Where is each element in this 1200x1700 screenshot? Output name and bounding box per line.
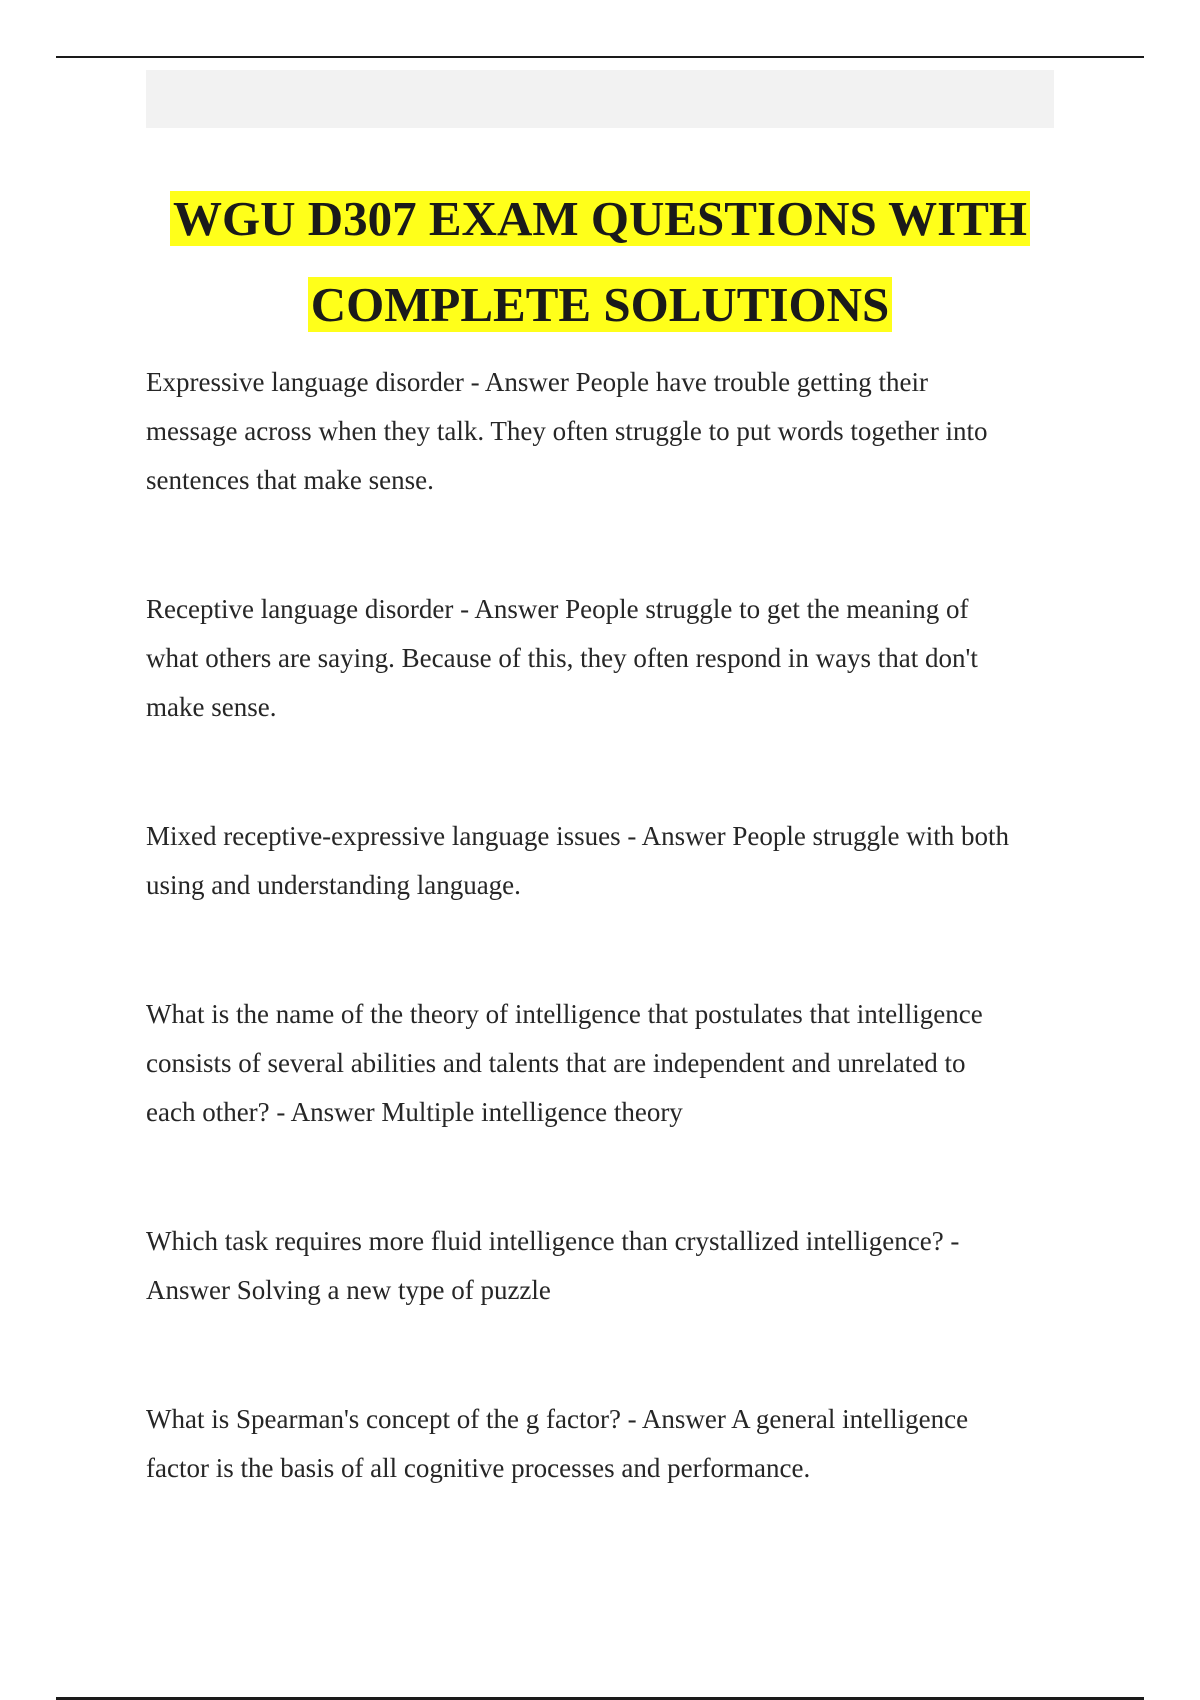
- qa-entry-multiple-intelligence: What is the name of the theory of intelligence that postulates that intelligence consists of several abilities and talents that are independent and unrelated to each other? - Answer Multiple intelligence theory: [146, 999, 983, 1127]
- qa-entry-receptive-language: Receptive language disorder - Answer People struggle to get the meaning of what others are saying. Because of this, they often respond in ways that don't make sense.: [146, 594, 978, 722]
- qa-entry-mixed-language: Mixed receptive-expressive language issues - Answer People struggle with both using and understanding language.: [146, 821, 1010, 900]
- qa-list: [146, 358, 1066, 1493]
- qa-entry-g-factor: What is Spearman's concept of the g factor? - Answer A general intelligence factor is the basis of all cognitive processes and performance.: [146, 1404, 969, 1483]
- title-line-2: COMPLETE SOLUTIONS: [308, 277, 893, 332]
- title-line-1: WGU D307 EXAM QUESTIONS WITH: [170, 191, 1030, 246]
- top-rule: [56, 56, 1144, 58]
- qa-entry-fluid-intelligence: Which task requires more fluid intelligence than crystallized intelligence? - Answer Solving a new type of puzzle: [146, 1226, 960, 1305]
- header-banner-placeholder: [146, 70, 1054, 128]
- document-title: [146, 176, 1054, 348]
- qa-entry-expressive-language: Expressive language disorder - Answer People have trouble getting their message across when they talk. They often struggle to put words together into sentences that make sense.: [146, 367, 988, 495]
